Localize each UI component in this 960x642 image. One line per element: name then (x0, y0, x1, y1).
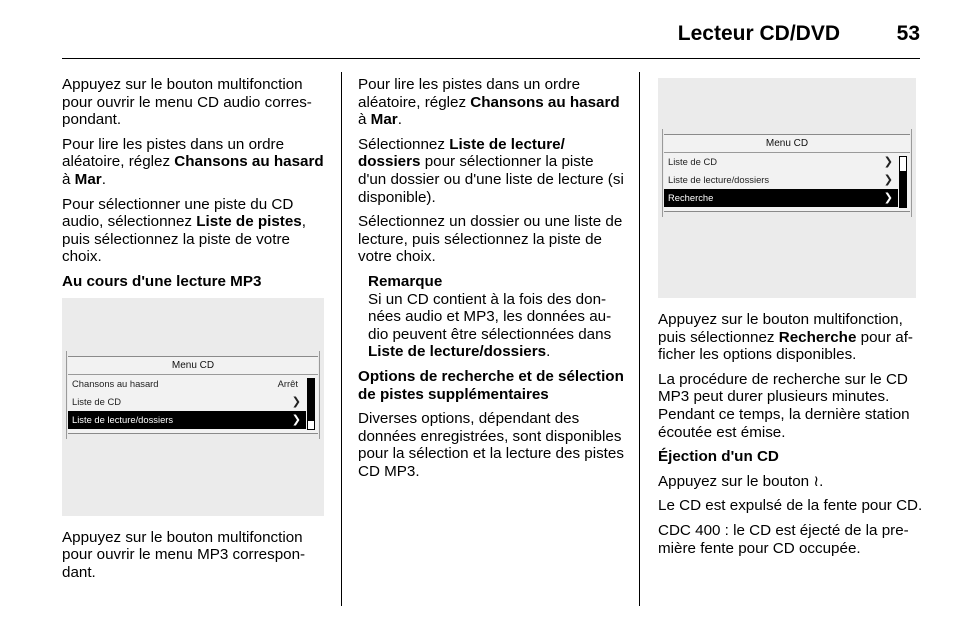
scroll-thumb (900, 171, 906, 207)
column-1 (62, 76, 328, 588)
chevron-right-icon: ❯ (291, 395, 301, 408)
paragraph: Appuyez sur le bouton ≀. (658, 472, 824, 490)
paragraph: CDC 400 : le CD est éjecté de la première fente pour CD occupée. (658, 521, 909, 557)
paragraph: Pour lire les pistes dans un ordre aléatoire, réglez Chansons au hasard à Mar. (62, 135, 324, 188)
page-number: 53 (896, 22, 920, 45)
note-title: Remarque (368, 272, 443, 290)
chevron-right-icon: ❯ (883, 192, 893, 204)
column-divider (341, 72, 342, 606)
column-divider (639, 72, 640, 606)
menu-row-selected: Liste de lecture/dossiers ❯ (68, 411, 306, 429)
scrollbar (899, 156, 907, 208)
paragraph: Le CD est expulsé de la fente pour CD. (658, 497, 923, 515)
paragraph: Pour sélectionner une piste du CD audio, sélectionnez Liste de pistes, puis sélectionnez la piste de votre choix. (62, 195, 306, 266)
menu-title: Menu CD (664, 135, 910, 153)
menu-screen (68, 356, 318, 434)
scroll-thumb (308, 379, 314, 421)
paragraph: Pour lire les pistes dans un ordre aléatoire, réglez Chansons au hasard à Mar. (358, 76, 620, 129)
menu-row-selected: Recherche ❯ (664, 189, 898, 207)
menu-screen (664, 134, 910, 212)
section-title: Lecteur CD/DVD (677, 22, 840, 45)
paragraph: Appuyez sur le bouton multifonction, puis sélectionnez Recherche pour afficher les options disponibles. (658, 311, 913, 364)
paragraph: Appuyez sur le bouton multifonction pour ouvrir le menu CD audio correspondant. (62, 76, 312, 129)
menu-row: Chansons au hasard Arrêt (68, 375, 306, 393)
column-3 (658, 76, 924, 564)
paragraph: Diverses options, dépendant des données enregistrées, sont disponibles pour la sélection et la lecture des pistes CD MP3. (358, 410, 624, 480)
column-2 (358, 76, 624, 487)
chevron-right-icon: ❯ (883, 156, 893, 168)
menu-row: Liste de lecture/dossiers ❯ (664, 171, 898, 189)
chevron-right-icon: ❯ (291, 413, 301, 426)
eject-icon: ≀ (813, 472, 820, 490)
row-value: Arrêt (277, 377, 298, 389)
subheading: Options de recherche et de sélection de pistes supplémentaires (358, 367, 624, 403)
note-box: Remarque Si un CD contient à la fois des données audio et MP3, les données audio peuvent être sélectionnées dans Liste de lecture/dossiers. (368, 273, 624, 361)
paragraph: La procédure de recherche sur le CD MP3 peut durer plusieurs minutes. Pendant ce temps, la dernière station écoutée est émise. (658, 370, 910, 441)
menu-title: Menu CD (68, 357, 318, 375)
paragraph: Sélectionnez un dossier ou une liste de lecture, puis sélectionnez la piste de votre choix. (358, 213, 623, 266)
screen-photo (62, 298, 324, 516)
subheading: Au cours d'une lecture MP3 (62, 272, 262, 290)
paragraph: Appuyez sur le bouton multifonction pour ouvrir le menu MP3 correspondant. (62, 528, 306, 581)
subheading: Éjection d'un CD (658, 448, 779, 466)
menu-row: Liste de CD ❯ (68, 393, 306, 411)
scrollbar (307, 378, 315, 430)
page-header (62, 0, 920, 59)
paragraph: Sélectionnez Liste de lecture/ dossiers pour sélectionner la piste d'un dossier ou d'une liste de lecture (si disponible). (358, 135, 624, 206)
chevron-right-icon: ❯ (883, 174, 893, 186)
screen-photo (658, 78, 916, 298)
menu-row: Liste de CD ❯ (664, 153, 898, 171)
